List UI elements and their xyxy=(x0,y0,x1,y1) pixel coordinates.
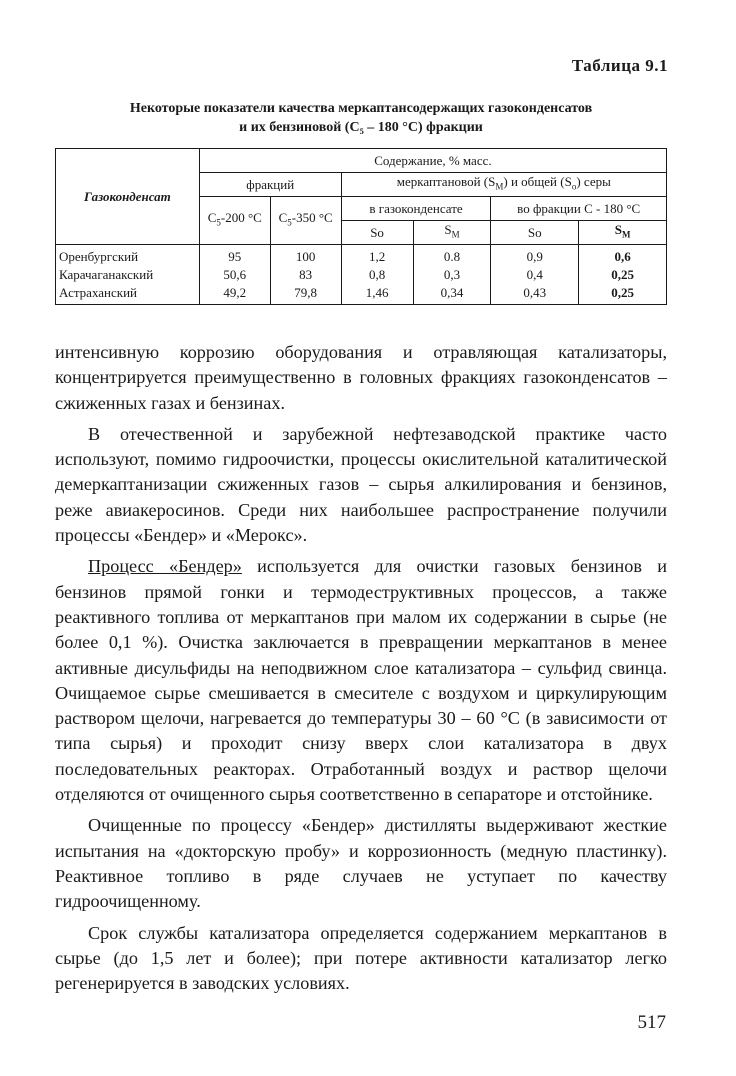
paragraph-2: В отечественной и зарубежной нефтезаводской практике часто используют, помимо гидроочистки, процессы окислительной каталитической демеркаптанизации сжиженных газов – сырья алкилирования и бензинов, реже авиакеросинов. Среди них наибольшее распространение получили процессы «Бендер» и «Мерокс». xyxy=(55,423,667,546)
cell-so2: 0,4 xyxy=(491,265,579,283)
table-row xyxy=(56,265,667,283)
cell-sm2: 0,25 xyxy=(579,283,667,305)
header-gazokondensat: Газоконденсат xyxy=(56,149,200,245)
header-soderzhanie: Содержание, % масс. xyxy=(199,149,666,173)
data-table xyxy=(55,148,667,305)
cell-c350: 83 xyxy=(270,265,341,283)
table-row xyxy=(56,245,667,266)
header-v-gazokondensate: в газоконденсате xyxy=(341,197,491,221)
table-row xyxy=(56,283,667,305)
paragraph-4: Очищенные по процессу «Бендер» дистилляты выдерживают жесткие испытания на «докторскую пробу» и коррозионность (медную пластинку). Реактивное топливо в ряде случаев не уступает по качеству гидроочищенному. xyxy=(55,815,667,912)
cell-sm2: 0,6 xyxy=(579,245,667,266)
bender-process-heading: Процесс «Бендер» xyxy=(88,556,242,577)
cell-so2: 0,9 xyxy=(491,245,579,266)
caption-line-1: Некоторые показатели качества меркаптансодержащих газоконденсатов xyxy=(129,101,593,116)
cell-c350: 100 xyxy=(270,245,341,266)
cell-so1: 1,2 xyxy=(341,245,413,266)
header-so-2: So xyxy=(491,221,579,245)
page-number: 517 xyxy=(637,1012,666,1033)
body-text xyxy=(55,340,667,1002)
cell-so1: 0,8 xyxy=(341,265,413,283)
header-sm-2: $S_М$ xyxy=(579,221,667,245)
cell-c200: 49,2 xyxy=(199,283,270,305)
paragraph-5: Срок службы катализатора определяется содержанием меркаптанов в сырье (до 1,5 лет и более); при потере активности катализатор легко регенерируется в заводских условиях. xyxy=(55,922,667,994)
cell-so1: 1,46 xyxy=(341,283,413,305)
cell-c350: 79,8 xyxy=(270,283,341,305)
header-fraktsiy: фракций xyxy=(199,173,341,197)
header-vo-fraktsii: во фракции С - 180 °C xyxy=(491,197,667,221)
header-c5-200: $C_5-200$ °C xyxy=(199,197,270,245)
cell-c200: 50,6 xyxy=(199,265,270,283)
cell-sm1: 0,3 xyxy=(413,265,491,283)
cell-name: Карачаганакский xyxy=(56,265,200,283)
header-so-1: So xyxy=(341,221,413,245)
cell-name: Астраханский xyxy=(56,283,200,305)
paragraph-3: Процесс «Бендер» используется для очистки газовых бензинов и бензинов прямой гонки и термодеструктивных процессов, а также реактивного топлива от меркаптанов при малом их содержании в сырье (не более 0,1 %). Очистка заключается в превращении меркаптанов в менее активные дисульфиды на неподвижном слое катализатора – сульфид свинца. Очищаемое сырье смешивается в смесителе с воздухом и циркулирующим раствором щелочи, нагревается до температуры 30 – 60 °C (в зависимости от типа сырья) и проходит снизу вверх слои катализатора в двух последовательных реакторах. Отработанный воздух и раствор щелочи отделяются от очищенного сырья соответственно в сепараторе и отстойнике. xyxy=(55,556,667,805)
paragraph-1: интенсивную коррозию оборудования и отравляющая катализаторы, концентрируется преимущественно в головных фракциях газоконденсатов – сжиженных газах и бензинах. xyxy=(55,342,667,413)
header-sulfur: меркаптановой $(S_М)$ и общей $(S_о)$ серы xyxy=(341,173,666,197)
cell-sm2: 0,25 xyxy=(579,265,667,283)
cell-name: Оренбургский xyxy=(56,245,200,266)
caption-line-2: и их бензиновой (C₅ – 180 °C) фракции xyxy=(239,120,483,135)
table-label: Таблица 9.1 xyxy=(571,56,668,75)
cell-so2: 0,43 xyxy=(491,283,579,305)
header-c5-350: $C_5-350$ °C xyxy=(270,197,341,245)
header-sm-1: $S_М$ xyxy=(413,221,491,245)
table-caption xyxy=(56,99,666,137)
cell-c200: 95 xyxy=(199,245,270,266)
cell-sm1: 0.8 xyxy=(413,245,491,266)
cell-sm1: 0,34 xyxy=(413,283,491,305)
